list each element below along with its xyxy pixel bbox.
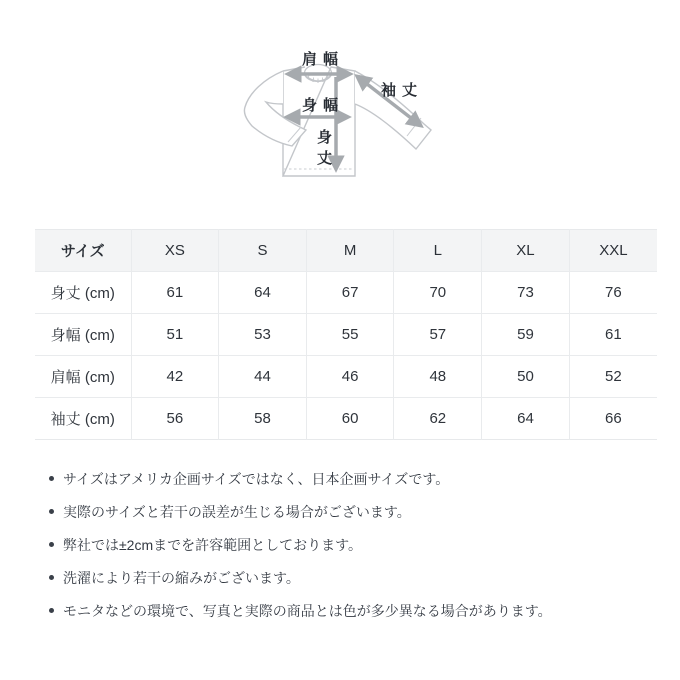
table-row-body-length xyxy=(35,272,657,314)
note-item: 弊社では±2cmまでを許容範囲としております。 xyxy=(48,537,648,553)
size-cell: 56 xyxy=(131,398,219,440)
size-cell: 67 xyxy=(306,272,394,314)
size-cell: 50 xyxy=(482,356,570,398)
size-cell: 64 xyxy=(482,398,570,440)
size-cell: 59 xyxy=(482,314,570,356)
body-length-label: 身丈 xyxy=(316,129,332,167)
size-notes-list xyxy=(48,471,648,636)
size-cell: 62 xyxy=(394,398,482,440)
size-cell: 48 xyxy=(394,356,482,398)
size-cell: 66 xyxy=(569,398,657,440)
size-cell: 52 xyxy=(569,356,657,398)
shirt-left-sleeve xyxy=(244,71,306,146)
header-cell-xxl: XXL xyxy=(569,230,657,272)
header-cell-m: M xyxy=(306,230,394,272)
size-cell: 44 xyxy=(219,356,307,398)
size-cell: 42 xyxy=(131,356,219,398)
header-cell-xs: XS xyxy=(131,230,219,272)
size-cell: 53 xyxy=(219,314,307,356)
size-cell: 70 xyxy=(394,272,482,314)
size-cell: 61 xyxy=(131,272,219,314)
table-row-sleeve-length xyxy=(35,398,657,440)
row-label: 肩幅 (cm) xyxy=(35,356,131,398)
header-cell-s: S xyxy=(219,230,307,272)
row-label: 身丈 (cm) xyxy=(35,272,131,314)
row-label: 身幅 (cm) xyxy=(35,314,131,356)
size-cell: 64 xyxy=(219,272,307,314)
note-item: モニタなどの環境で、写真と実際の商品とは色が多少異なる場合があります。 xyxy=(48,603,648,619)
size-cell: 76 xyxy=(569,272,657,314)
size-cell: 60 xyxy=(306,398,394,440)
body-width-label: 身幅 xyxy=(302,97,345,114)
size-cell: 58 xyxy=(219,398,307,440)
size-cell: 46 xyxy=(306,356,394,398)
header-cell-size: サイズ xyxy=(35,230,131,272)
size-cell: 57 xyxy=(394,314,482,356)
shoulder-width-label: 肩幅 xyxy=(302,51,345,68)
header-cell-xl: XL xyxy=(482,230,570,272)
note-item: 洗濯により若干の縮みがございます。 xyxy=(48,570,648,586)
table-row-shoulder-width xyxy=(35,356,657,398)
size-chart-table xyxy=(35,229,657,440)
row-label: 袖丈 (cm) xyxy=(35,398,131,440)
size-cell: 51 xyxy=(131,314,219,356)
size-cell: 73 xyxy=(482,272,570,314)
note-item: サイズはアメリカ企画サイズではなく、日本企画サイズです。 xyxy=(48,471,648,487)
sleeve-length-label: 袖丈 xyxy=(381,82,424,99)
header-cell-l: L xyxy=(394,230,482,272)
note-item: 実際のサイズと若干の誤差が生じる場合がございます。 xyxy=(48,504,648,520)
size-cell: 55 xyxy=(306,314,394,356)
table-row-body-width xyxy=(35,314,657,356)
size-cell: 61 xyxy=(569,314,657,356)
size-table-header-row xyxy=(35,230,657,272)
